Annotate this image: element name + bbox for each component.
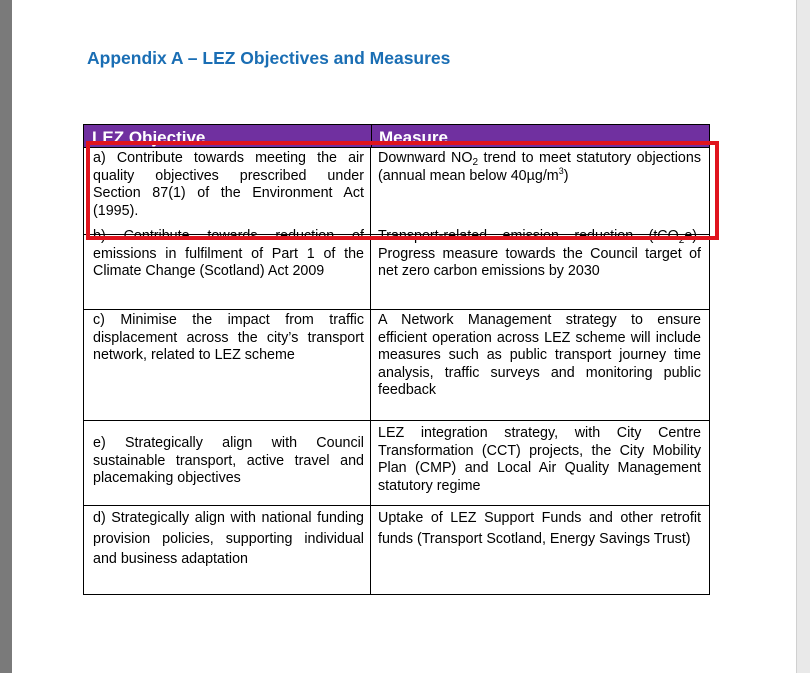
vertical-scrollbar[interactable] [796, 0, 810, 673]
table-row [84, 506, 709, 594]
objective-cell: e) Strategically align with Council sustainable transport, active travel and placemaking objectives [84, 421, 371, 505]
table-header [84, 125, 709, 148]
objective-cell: b) Contribute towards reduction of emissions in fulfilment of Part 1 of the Climate Change (Scotland) Act 2009 [84, 226, 371, 309]
measure-cell: LEZ integration strategy, with City Centre Transformation (CCT) projects, the City Mobility Plan (CMP) and Local Air Quality Management statutory regime [378, 425, 701, 494]
table-row [84, 148, 709, 235]
measure-cell: A Network Management strategy to ensure efficient operation across LEZ scheme will include measures such as public transport journey time analysis, traffic surveys and monitoring public feedback [378, 312, 701, 398]
measure-text: ) [563, 167, 569, 184]
measure-text: Transport-related emission reduction (tCO [378, 228, 679, 244]
measure-cell [371, 148, 707, 234]
table-row [84, 421, 709, 506]
measure-cell [371, 226, 707, 309]
objective-cell: a) Contribute towards meeting the air quality objectives prescribed under Section 87(1) of the Environment Act (1995). [84, 148, 371, 234]
table-row [84, 228, 709, 310]
measure-cell: Uptake of LEZ Support Funds and other retrofit funds (Transport Scotland, Energy Savings Trust) [378, 510, 701, 547]
measure-text: trend to meet statutory objections (annual mean below 40µg/m [378, 150, 701, 184]
objective-cell: c) Minimise the impact from traffic displacement across the city’s transport network, related to LEZ scheme [84, 310, 371, 420]
objectives-table [83, 124, 710, 595]
table-row [84, 310, 709, 421]
header-measure: Measure [379, 128, 448, 147]
measure-text: Downward NO [378, 150, 473, 166]
superscript: 3 [558, 165, 564, 176]
subscript: 2 [472, 157, 479, 168]
header-divider [371, 125, 372, 147]
page-title: Appendix A – LEZ Objectives and Measures [87, 48, 451, 68]
subscript: 2 [678, 235, 685, 246]
measure-text: e). Progress measure towards the Council target of net zero carbon emissions by 2030 [378, 228, 701, 279]
objective-cell: d) Strategically align with national funding provision policies, supporting individual and business adaptation [84, 506, 371, 594]
header-objective: LEZ Objective [92, 128, 206, 147]
